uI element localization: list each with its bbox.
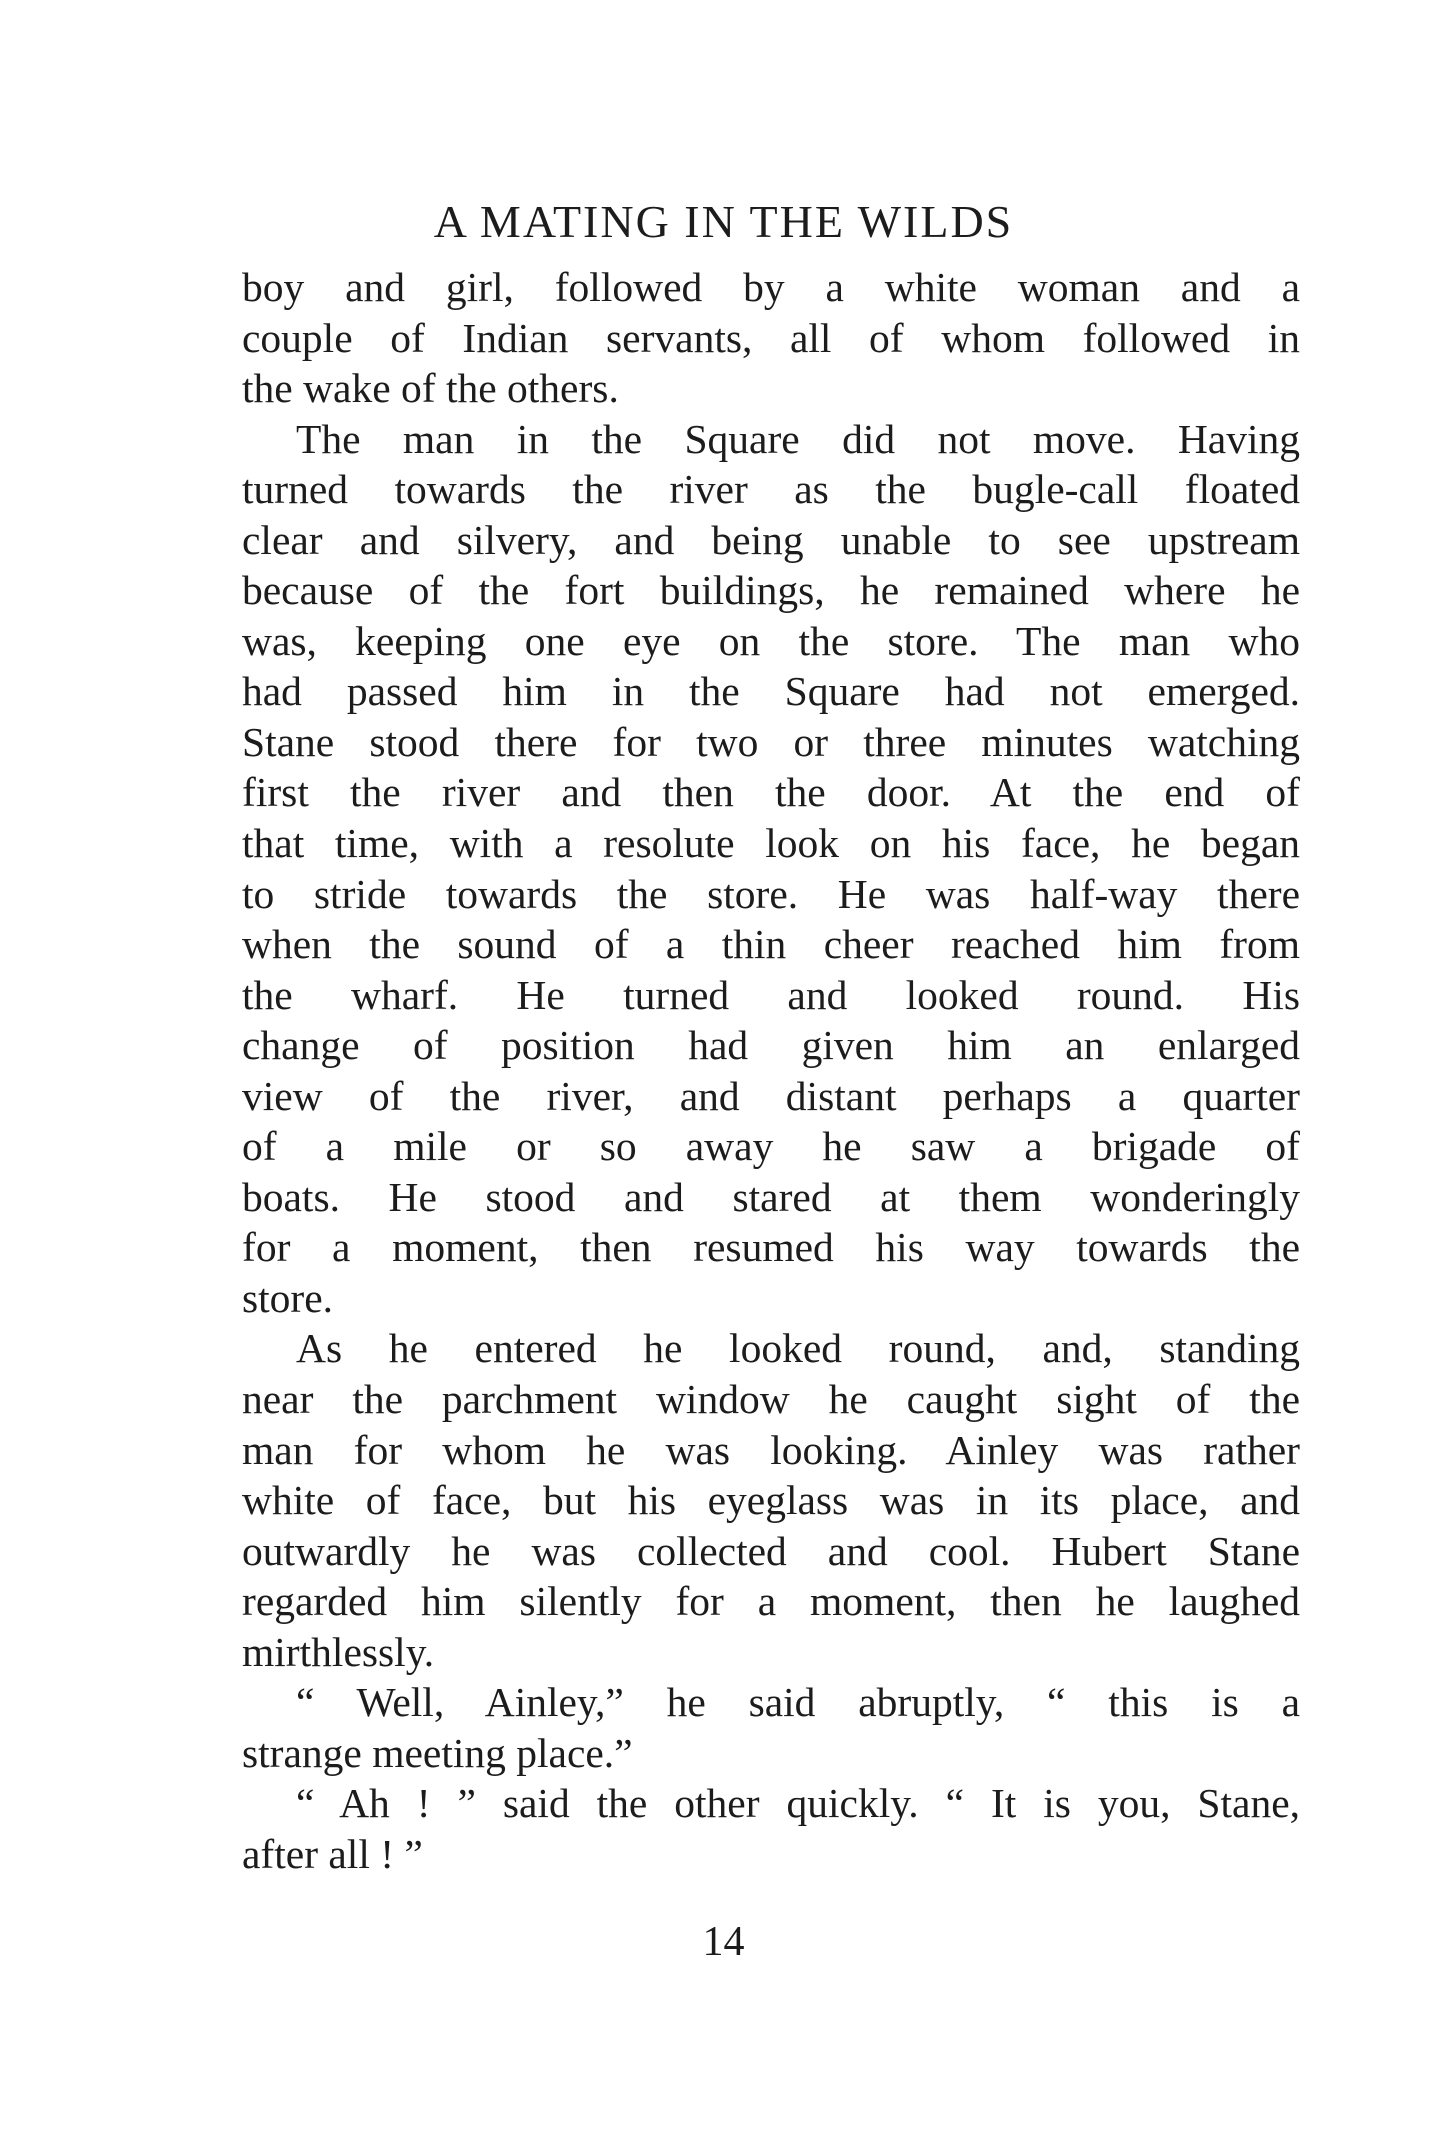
text-line: store. — [242, 1274, 334, 1321]
text-line: because of the fort buildings, he remained where he — [242, 567, 1300, 614]
text-line: of a mile or so away he saw a brigade of — [242, 1123, 1300, 1170]
text-line: view of the river, and distant perhaps a quarter — [242, 1072, 1300, 1119]
text-line: the wake of the others. — [242, 365, 619, 412]
text-line: was, keeping one eye on the store. The man who — [242, 617, 1300, 664]
text-line: turned towards the river as the bugle-call floated — [242, 466, 1300, 513]
text-line: boats. He stood and stared at them wonderingly — [242, 1173, 1300, 1220]
text-line: couple of Indian servants, all of whom followed in — [242, 314, 1300, 361]
text-line: the wharf. He turned and looked round. His — [242, 971, 1300, 1018]
text-line: when the sound of a thin cheer reached him from — [242, 921, 1300, 968]
text-line: white of face, but his eyeglass was in its place, and — [242, 1477, 1300, 1524]
text-line: strange meeting place.” — [242, 1729, 633, 1776]
page-number: 14 — [702, 1919, 745, 1965]
text-line: after all ! ” — [242, 1830, 423, 1877]
text-line: had passed him in the Square had not emerged. — [242, 668, 1300, 715]
text-line: first the river and then the door. At the end of — [242, 769, 1300, 816]
text-line: Stane stood there for two or three minutes watching — [242, 718, 1300, 765]
text-line: boy and girl, followed by a white woman and a — [242, 264, 1300, 310]
text-line: mirthlessly. — [242, 1628, 435, 1675]
text-line: man for whom he was looking. Ainley was rather — [242, 1426, 1300, 1473]
text-line: As he entered he looked round, and, standing — [296, 1325, 1300, 1372]
body-text — [242, 262, 1300, 1880]
text-line: for a moment, then resumed his way towards the — [242, 1224, 1300, 1271]
text-line: outwardly he was collected and cool. Hubert Stane — [242, 1527, 1300, 1574]
text-line: change of position had given him an enlarged — [242, 1022, 1300, 1069]
text-line: regarded him silently for a moment, then he laughed — [242, 1578, 1300, 1625]
text-line: to stride towards the store. He was half-way there — [242, 870, 1300, 917]
text-line: that time, with a resolute look on his face, he began — [242, 820, 1300, 867]
text-line: near the parchment window he caught sight of the — [242, 1376, 1300, 1423]
text-line: “ Ah ! ” said the other quickly. “ It is you, Stane, — [296, 1780, 1300, 1827]
text-line: clear and silvery, and being unable to see upstream — [242, 516, 1300, 563]
running-head: A MATING IN THE WILDS — [433, 196, 1014, 247]
text-line: The man in the Square did not move. Having — [296, 415, 1300, 462]
text-line: “ Well, Ainley,” he said abruptly, “ this is a — [296, 1679, 1300, 1726]
